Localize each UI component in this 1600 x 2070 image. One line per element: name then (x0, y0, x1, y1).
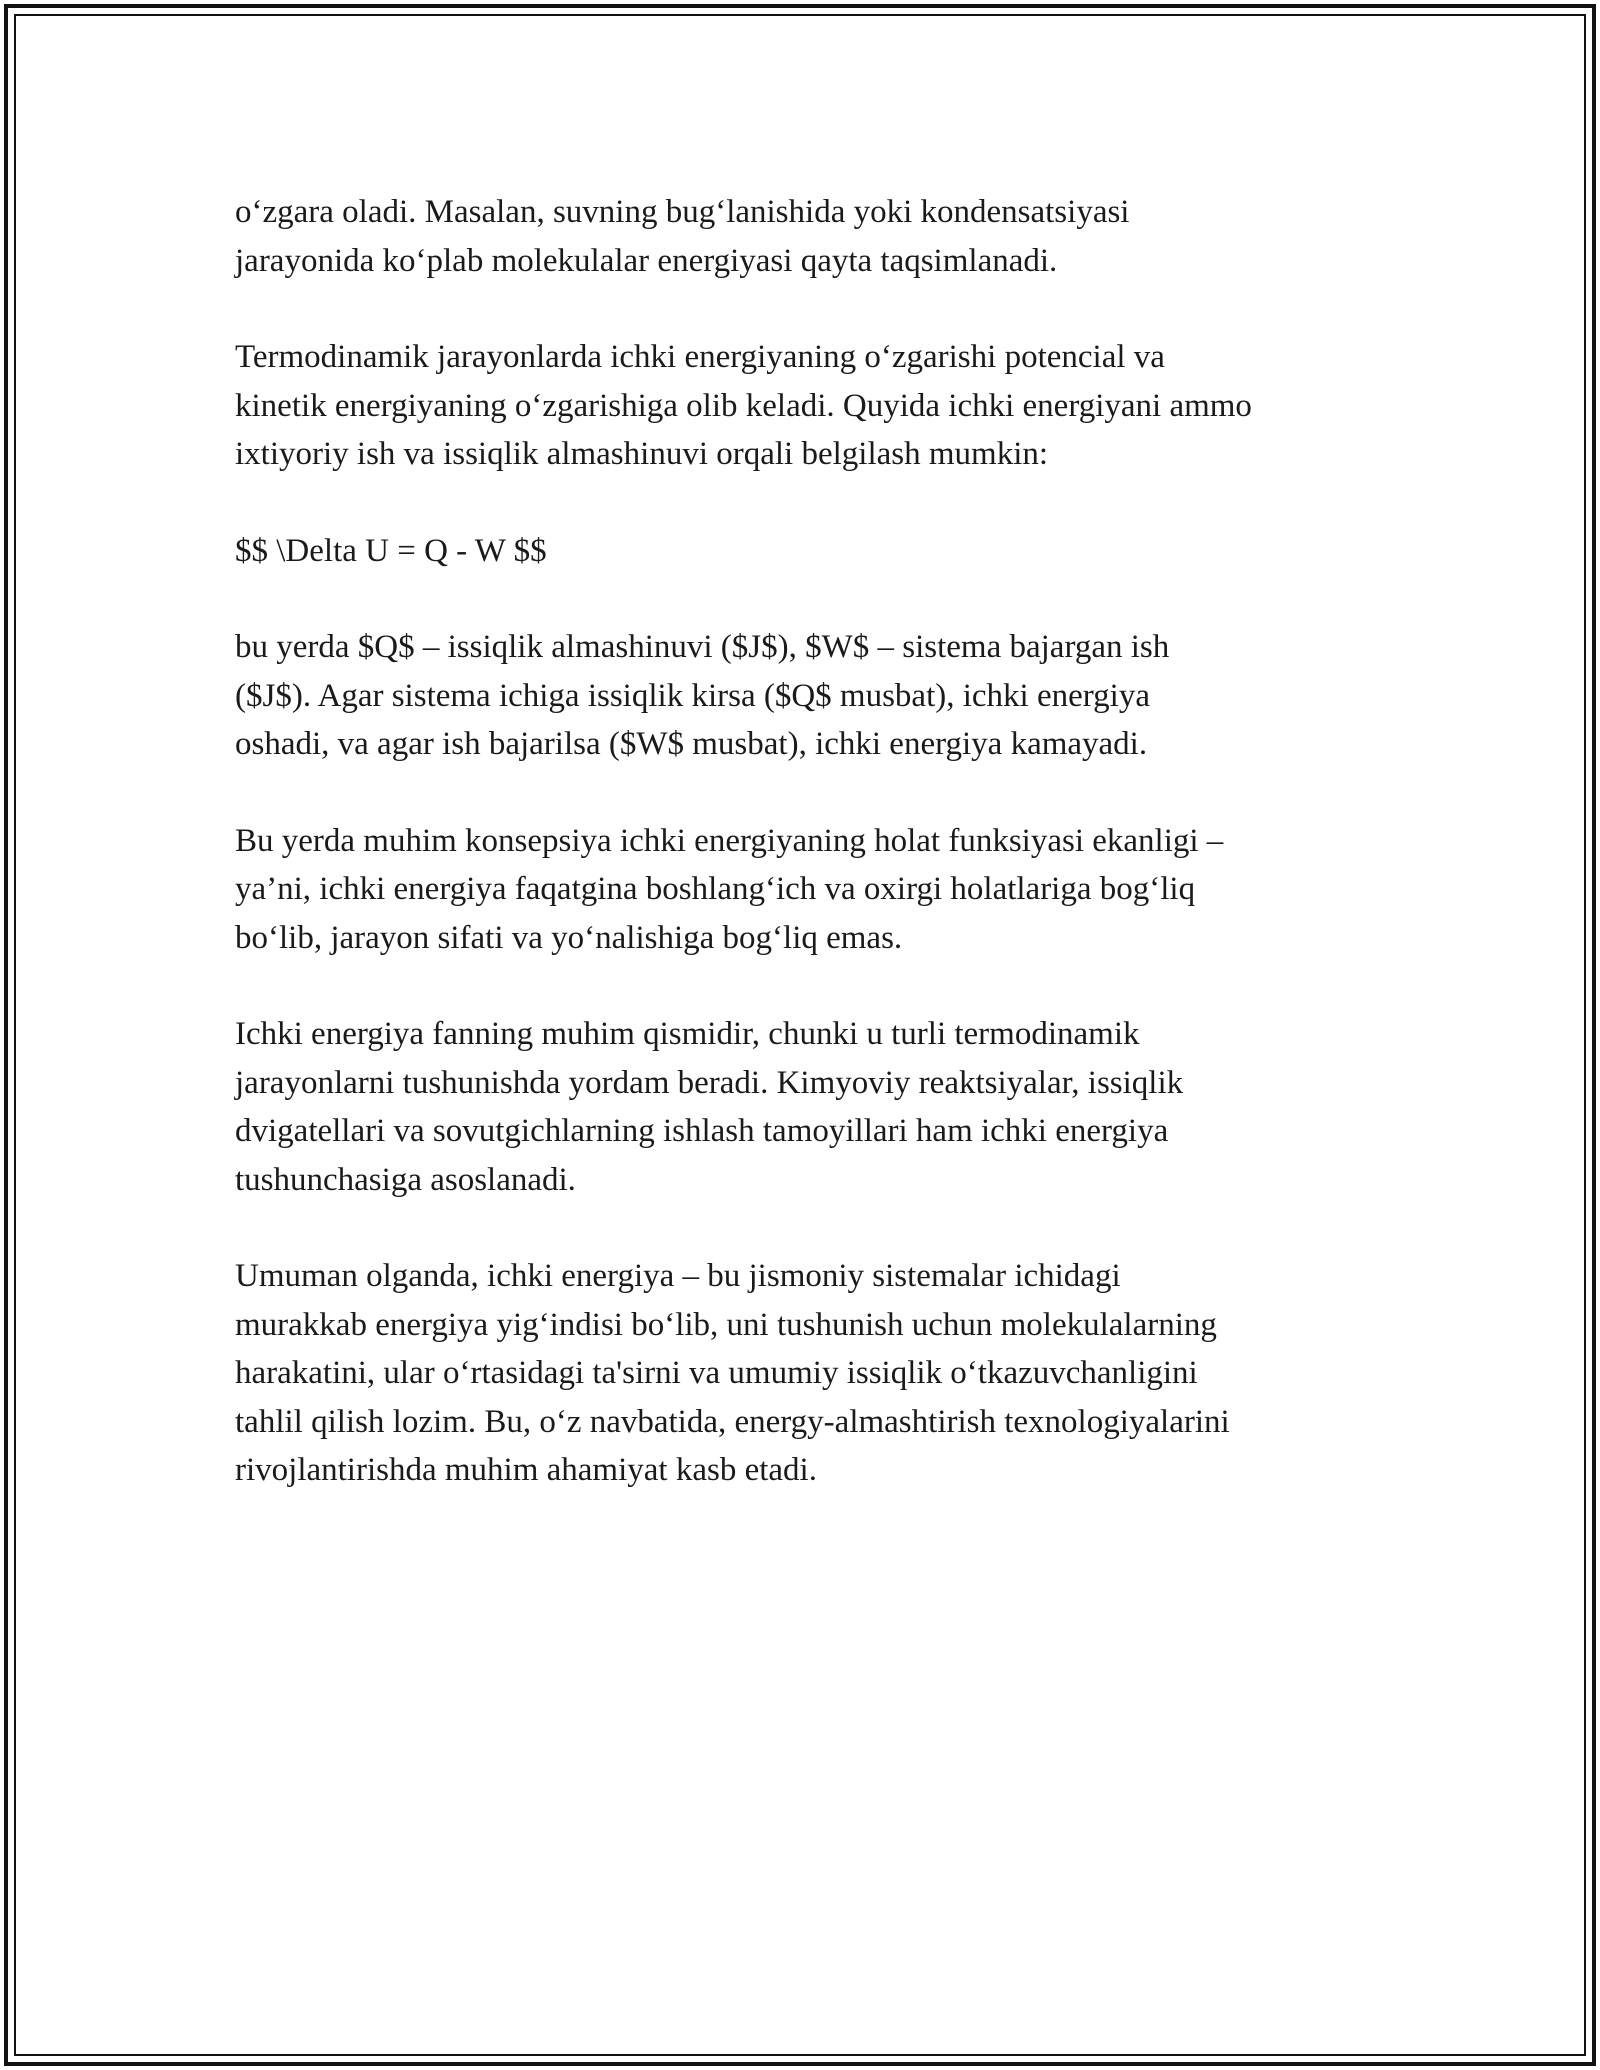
text-line: bu yerda $Q$ – issiqlik almashinuvi ($J$), $W$ – sistema bajargan ish (235, 629, 1170, 665)
paragraph-7 (235, 1252, 1375, 1495)
equation-text: $$ \Delta U = Q - W $$ (235, 532, 547, 569)
text-line: o‘zgara oladi. Masalan, suvning bug‘lanishida yoki kondensatsiyasi (235, 194, 1130, 230)
paragraph-4 (235, 623, 1375, 769)
text-line: jarayonida ko‘plab molekulalar energiyasi qayta taqsimlanadi. (235, 242, 1058, 279)
text-line: ixtiyoriy ish va issiqlik almashinuvi orqali belgilash mumkin: (235, 436, 1049, 472)
text-line: Umuman olganda, ichki energiya – bu jismoniy sistemalar ichidagi (235, 1258, 1121, 1294)
text-line: bo‘lib, jarayon sifati va yo‘nalishiga bog‘liq emas. (235, 919, 903, 956)
text-line: ($J$). Agar sistema ichiga issiqlik kirsa ($Q$ musbat), ichki energiya (235, 677, 1150, 714)
text-line: tahlil qilish lozim. Bu, o‘z navbatida, energy-almashtirish texnologiyalarini (235, 1403, 1230, 1440)
text-line: oshadi, va agar ish bajarilsa ($W$ musbat), ichki energiya kamayadi. (235, 726, 1148, 762)
text-line: jarayonlarni tushunishda yordam beradi. Kimyoviy reaktsiyalar, issiqlik (235, 1064, 1184, 1101)
text-line: Termodinamik jarayonlarda ichki energiyaning o‘zgarishi potencial va (235, 339, 1165, 375)
text-line: dvigatellari va sovutgichlarning ishlash tamoyillari ham ichki energiya (235, 1113, 1169, 1149)
paragraph-6 (235, 1010, 1375, 1204)
paragraph-5 (235, 817, 1375, 963)
text-line: rivojlantirishda muhim ahamiyat kasb etadi. (235, 1452, 817, 1488)
paragraph-1 (235, 188, 1375, 285)
text-line: ya’ni, ichki energiya faqatgina boshlang‘ich va oxirgi holatlariga bog‘liq (235, 871, 1196, 907)
paragraph-2 (235, 333, 1375, 479)
equation-paragraph (235, 527, 1375, 576)
text-line: harakatini, ular o‘rtasidagi ta'sirni va umumiy issiqlik o‘tkazuvchanligini (235, 1355, 1198, 1391)
document-body (235, 188, 1375, 1543)
text-line: kinetik energiyaning o‘zgarishiga olib keladi. Quyida ichki energiyani ammo (235, 387, 1252, 424)
text-line: Ichki energiya fanning muhim qismidir, chunki u turli termodinamik (235, 1016, 1140, 1052)
text-line: murakkab energiya yig‘indisi bo‘lib, uni tushunish uchun molekulalarning (235, 1306, 1217, 1343)
text-line: tushunchasiga asoslanadi. (235, 1161, 576, 1198)
text-line: Bu yerda muhim konsepsiya ichki energiyaning holat funksiyasi ekanligi – (235, 822, 1224, 859)
